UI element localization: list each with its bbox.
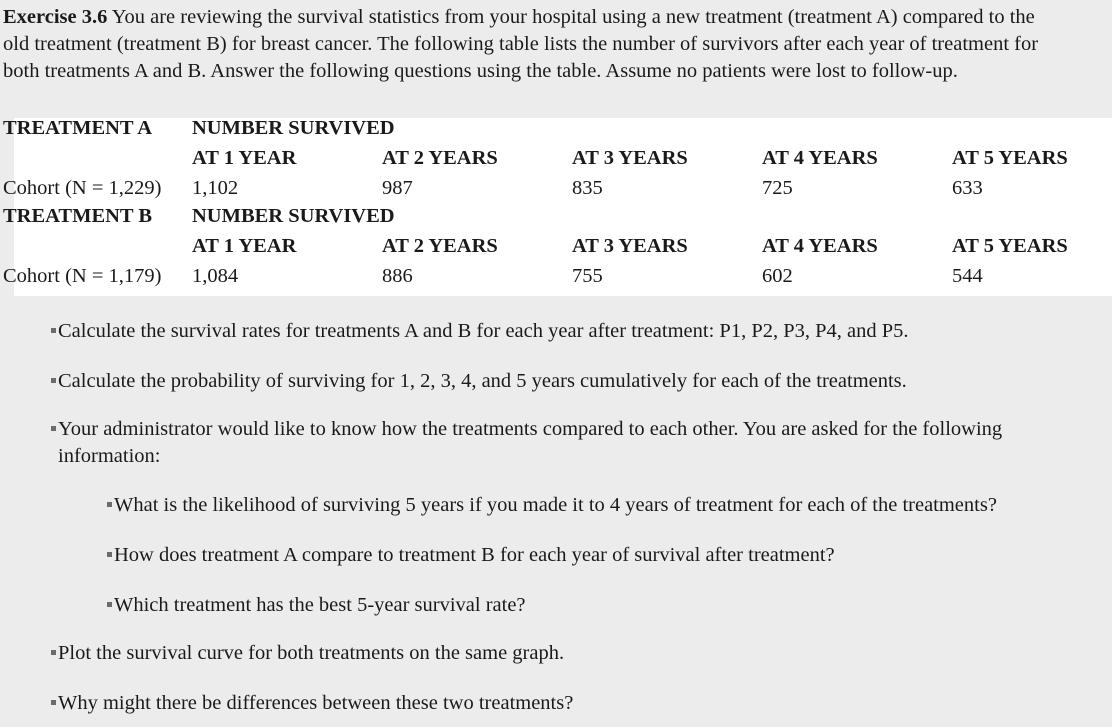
treatment-a-header-year-3: AT 3 YEARS (572, 147, 688, 169)
question-text-line-1: Your administrator would like to know how the treatments compared to each other. You are asked for the following (58, 418, 1003, 440)
treatment-b-cohort-label: Cohort (N = 1,179) (3, 265, 162, 287)
treatment-b-header-year-4: AT 4 YEARS (762, 235, 878, 257)
treatment-a-cohort-label: Cohort (N = 1,229) (3, 177, 162, 199)
treatment-b-header-year-2: AT 2 YEARS (382, 235, 498, 257)
treatment-b-header-year-3: AT 3 YEARS (572, 235, 688, 257)
treatment-b-value-year-2: 886 (382, 265, 413, 287)
question-plot-survival-curve (58, 640, 564, 667)
bullet-marker (51, 650, 56, 655)
treatment-a-value-year-5: 633 (952, 177, 983, 199)
bullet-marker (51, 426, 56, 431)
treatment-b-value-year-5: 544 (952, 265, 983, 287)
question-text: Calculate the probability of surviving for 1, 2, 3, 4, and 5 years cumulatively for each of the treatments. (58, 370, 907, 392)
question-differences (58, 690, 573, 717)
treatment-b-header-year-1: AT 1 YEAR (192, 235, 297, 257)
treatment-b-header-year-5: AT 5 YEARS (952, 235, 1068, 257)
intro-line-3: both treatments A and B. Answer the following questions using the table. Assume no patients were lost to follow-up. (3, 60, 958, 82)
question-text: What is the likelihood of surviving 5 years if you made it to 4 years of treatment for each of the treatments? (114, 494, 997, 516)
subquestion-yearly-comparison (114, 542, 835, 569)
bullet-marker (51, 328, 56, 333)
question-text: Plot the survival curve for both treatments on the same graph. (58, 642, 565, 664)
question-text: Calculate the survival rates for treatments A and B for each year after treatment: P1, P2, P3, P4, and P5. (58, 320, 909, 342)
question-cumulative-probability (58, 368, 907, 395)
question-survival-rates (58, 318, 909, 345)
treatment-a-value-year-1: 1,102 (192, 177, 239, 199)
treatment-a-header-year-5: AT 5 YEARS (952, 147, 1068, 169)
treatment-a-value-year-2: 987 (382, 177, 413, 199)
treatment-a-value-year-4: 725 (762, 177, 793, 199)
intro-line-1 (3, 4, 1112, 31)
treatment-a-header-year-1: AT 1 YEAR (192, 147, 297, 169)
treatment-b-number-survived: NUMBER SURVIVED (192, 205, 395, 227)
treatment-b-title: TREATMENT B (3, 205, 153, 227)
question-administrator (58, 416, 1002, 470)
subquestion-five-year-likelihood (114, 492, 997, 519)
treatment-a-number-survived: NUMBER SURVIVED (192, 117, 395, 139)
bullet-marker (51, 700, 56, 705)
treatment-b-value-year-1: 1,084 (192, 265, 239, 287)
bullet-marker (107, 552, 112, 557)
question-text: Which treatment has the best 5-year survival rate? (114, 594, 526, 616)
exercise-intro (3, 4, 1112, 85)
treatment-b-value-year-4: 602 (762, 265, 793, 287)
subquestion-best-five-year-rate (114, 592, 526, 619)
bullet-marker (107, 502, 112, 507)
treatment-a-header-year-4: AT 4 YEARS (762, 147, 878, 169)
bullet-marker (51, 378, 56, 383)
question-text-line-2: information: (58, 445, 161, 467)
treatment-a-value-year-3: 835 (572, 177, 603, 199)
survival-table-panel (14, 118, 1112, 296)
treatment-b-value-year-3: 755 (572, 265, 603, 287)
question-text: How does treatment A compare to treatment B for each year of survival after treatment? (114, 544, 835, 566)
question-text: Why might there be differences between these two treatments? (58, 692, 574, 714)
bullet-marker (107, 602, 112, 607)
treatment-a-header-year-2: AT 2 YEARS (382, 147, 498, 169)
treatment-a-title: TREATMENT A (3, 117, 153, 139)
exercise-label: Exercise 3.6 (3, 6, 108, 28)
intro-line-1-text: You are reviewing the survival statistics from your hospital using a new treatment (treatment A) compared to the (107, 6, 1035, 28)
intro-line-2: old treatment (treatment B) for breast cancer. The following table lists the number of survivors after each year of treatment for (3, 33, 1039, 55)
